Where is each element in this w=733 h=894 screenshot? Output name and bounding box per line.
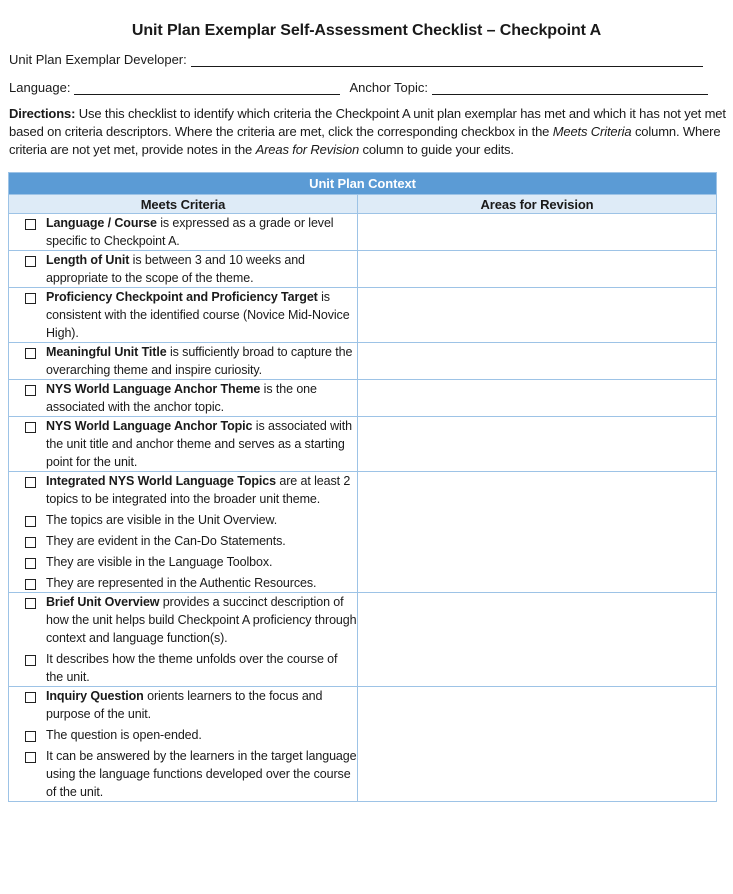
table-row bbox=[9, 417, 717, 472]
checklist-item bbox=[9, 687, 357, 723]
checklist-item bbox=[9, 417, 357, 471]
areas-for-revision-cell[interactable] bbox=[358, 380, 717, 417]
areas-for-revision-cell[interactable] bbox=[358, 214, 717, 251]
areas-for-revision-cell[interactable] bbox=[358, 251, 717, 288]
checkbox[interactable] bbox=[25, 348, 36, 359]
criteria-description: They are represented in the Authentic Resources. bbox=[46, 576, 317, 590]
checklist-item bbox=[9, 251, 357, 287]
criteria-description: are at least 2 topics to be integrated into the broader unit theme. bbox=[46, 474, 351, 506]
criteria-name: Brief Unit Overview bbox=[46, 595, 160, 609]
criteria-text bbox=[46, 726, 357, 744]
meets-criteria-cell bbox=[9, 472, 358, 593]
checklist-item bbox=[9, 574, 357, 592]
meets-criteria-cell bbox=[9, 251, 358, 288]
criteria-description: is consistent with the identified course (Novice Mid-Novice High). bbox=[46, 290, 350, 340]
criteria-name: NYS World Language Anchor Topic bbox=[46, 419, 253, 433]
checkbox[interactable] bbox=[25, 558, 36, 569]
criteria-text bbox=[46, 532, 357, 550]
language-topic-field-row bbox=[9, 80, 708, 95]
areas-for-revision-cell[interactable] bbox=[358, 593, 717, 687]
meets-criteria-cell bbox=[9, 687, 358, 802]
language-input[interactable] bbox=[74, 80, 340, 95]
table-row bbox=[9, 251, 717, 288]
checkbox[interactable] bbox=[25, 219, 36, 230]
criteria-description: It can be answered by the learners in the target language using the language functions developed over the course of the unit. bbox=[46, 749, 357, 799]
criteria-name: NYS World Language Anchor Theme bbox=[46, 382, 261, 396]
checklist-item bbox=[9, 288, 357, 342]
checklist-item bbox=[9, 553, 357, 571]
developer-field-row bbox=[9, 52, 703, 67]
column-header-meets-criteria: Meets Criteria bbox=[9, 195, 358, 214]
criteria-name: Language / Course bbox=[46, 216, 157, 230]
areas-for-revision-cell[interactable] bbox=[358, 687, 717, 802]
criteria-description: is the one associated with the anchor topic. bbox=[46, 382, 317, 414]
developer-label: Unit Plan Exemplar Developer: bbox=[9, 52, 187, 67]
checkbox[interactable] bbox=[25, 537, 36, 548]
criteria-description: The question is open-ended. bbox=[46, 728, 202, 742]
checkbox[interactable] bbox=[25, 293, 36, 304]
anchor-topic-input[interactable] bbox=[432, 80, 708, 95]
criteria-name: Meaningful Unit Title bbox=[46, 345, 167, 359]
checklist-item bbox=[9, 511, 357, 529]
table-row bbox=[9, 687, 717, 802]
directions-text: column. Where criteria are not yet met, provide notes in the bbox=[9, 124, 721, 157]
checklist-item bbox=[9, 747, 357, 801]
criteria-name: Length of Unit bbox=[46, 253, 130, 267]
checkbox[interactable] bbox=[25, 256, 36, 267]
checkbox[interactable] bbox=[25, 692, 36, 703]
criteria-text bbox=[46, 574, 357, 592]
column-header-areas-for-revision: Areas for Revision bbox=[358, 195, 717, 214]
criteria-text bbox=[46, 747, 357, 801]
criteria-name: Integrated NYS World Language Topics bbox=[46, 474, 276, 488]
meets-criteria-cell bbox=[9, 214, 358, 251]
table-row bbox=[9, 593, 717, 687]
checklist-item bbox=[9, 472, 357, 508]
criteria-text bbox=[46, 472, 357, 508]
meets-criteria-ref: Meets Criteria bbox=[552, 124, 632, 139]
meets-criteria-cell bbox=[9, 417, 358, 472]
meets-criteria-cell bbox=[9, 288, 358, 343]
table-row bbox=[9, 380, 717, 417]
areas-for-revision-cell[interactable] bbox=[358, 288, 717, 343]
criteria-description: is between 3 and 10 weeks and appropriate to the scope of the theme. bbox=[46, 253, 305, 285]
criteria-text bbox=[46, 288, 357, 342]
checkbox[interactable] bbox=[25, 752, 36, 763]
areas-for-revision-cell[interactable] bbox=[358, 343, 717, 380]
criteria-description: It describes how the theme unfolds over the course of the unit. bbox=[46, 652, 338, 684]
areas-for-revision-cell[interactable] bbox=[358, 417, 717, 472]
criteria-text bbox=[46, 687, 357, 723]
criteria-description: They are visible in the Language Toolbox. bbox=[46, 555, 273, 569]
criteria-text bbox=[46, 214, 357, 250]
checklist-item bbox=[9, 380, 357, 416]
checkbox[interactable] bbox=[25, 731, 36, 742]
criteria-text bbox=[46, 511, 357, 529]
checkbox[interactable] bbox=[25, 598, 36, 609]
criteria-description: They are evident in the Can-Do Statements. bbox=[46, 534, 286, 548]
criteria-text bbox=[46, 380, 357, 416]
directions bbox=[9, 105, 729, 159]
criteria-text bbox=[46, 343, 357, 379]
anchor-topic-label: Anchor Topic: bbox=[349, 80, 428, 95]
criteria-name: Proficiency Checkpoint and Proficiency Target bbox=[46, 290, 318, 304]
checklist-item bbox=[9, 650, 357, 686]
developer-input[interactable] bbox=[191, 52, 703, 67]
areas-for-revision-cell[interactable] bbox=[358, 472, 717, 593]
checkbox[interactable] bbox=[25, 655, 36, 666]
checkbox[interactable] bbox=[25, 385, 36, 396]
checkbox[interactable] bbox=[25, 516, 36, 527]
areas-for-revision-ref: Areas for Revision bbox=[255, 142, 360, 157]
meets-criteria-cell bbox=[9, 343, 358, 380]
criteria-description: is sufficiently broad to capture the overarching theme and inspire curiosity. bbox=[46, 345, 353, 377]
criteria-name: Inquiry Question bbox=[46, 689, 144, 703]
criteria-description: is expressed as a grade or level specific to Checkpoint A. bbox=[46, 216, 334, 248]
checklist-body bbox=[9, 214, 717, 802]
criteria-text bbox=[46, 593, 357, 647]
document-title: Unit Plan Exemplar Self-Assessment Checklist – Checkpoint A bbox=[131, 22, 602, 39]
checklist-item bbox=[9, 593, 357, 647]
table-row bbox=[9, 343, 717, 380]
checkbox[interactable] bbox=[25, 477, 36, 488]
table-row bbox=[9, 472, 717, 593]
checklist-item bbox=[9, 532, 357, 550]
criteria-description: The topics are visible in the Unit Overview. bbox=[46, 513, 278, 527]
criteria-text bbox=[46, 650, 357, 686]
directions-text: column to guide your edits. bbox=[359, 142, 514, 157]
criteria-description: provides a succinct description of how the unit helps build Checkpoint A proficiency through context and language function(s). bbox=[46, 595, 357, 645]
table-row bbox=[9, 288, 717, 343]
criteria-description: is associated with the unit title and anchor theme and serves as a starting point for the unit. bbox=[46, 419, 352, 469]
checkbox[interactable] bbox=[25, 579, 36, 590]
table-row bbox=[9, 214, 717, 251]
criteria-text bbox=[46, 417, 357, 471]
meets-criteria-cell bbox=[9, 593, 358, 687]
language-label: Language: bbox=[9, 80, 71, 95]
directions-label: Directions: bbox=[9, 106, 76, 121]
directions-text: Use this checklist to identify which criteria the Checkpoint A unit plan exemplar has met and which it has not yet met based on criteria descriptors. Where the criteria are met, click the corresponding checkbox in the bbox=[9, 106, 726, 139]
meets-criteria-cell bbox=[9, 380, 358, 417]
criteria-text bbox=[46, 553, 357, 571]
checklist-item bbox=[9, 214, 357, 250]
section-header: Unit Plan Context bbox=[9, 173, 717, 195]
criteria-text bbox=[46, 251, 357, 287]
checkbox[interactable] bbox=[25, 422, 36, 433]
checklist-item bbox=[9, 726, 357, 744]
criteria-description: orients learners to the focus and purpose of the unit. bbox=[46, 689, 323, 721]
checklist-table bbox=[8, 172, 717, 802]
checklist-item bbox=[9, 343, 357, 379]
